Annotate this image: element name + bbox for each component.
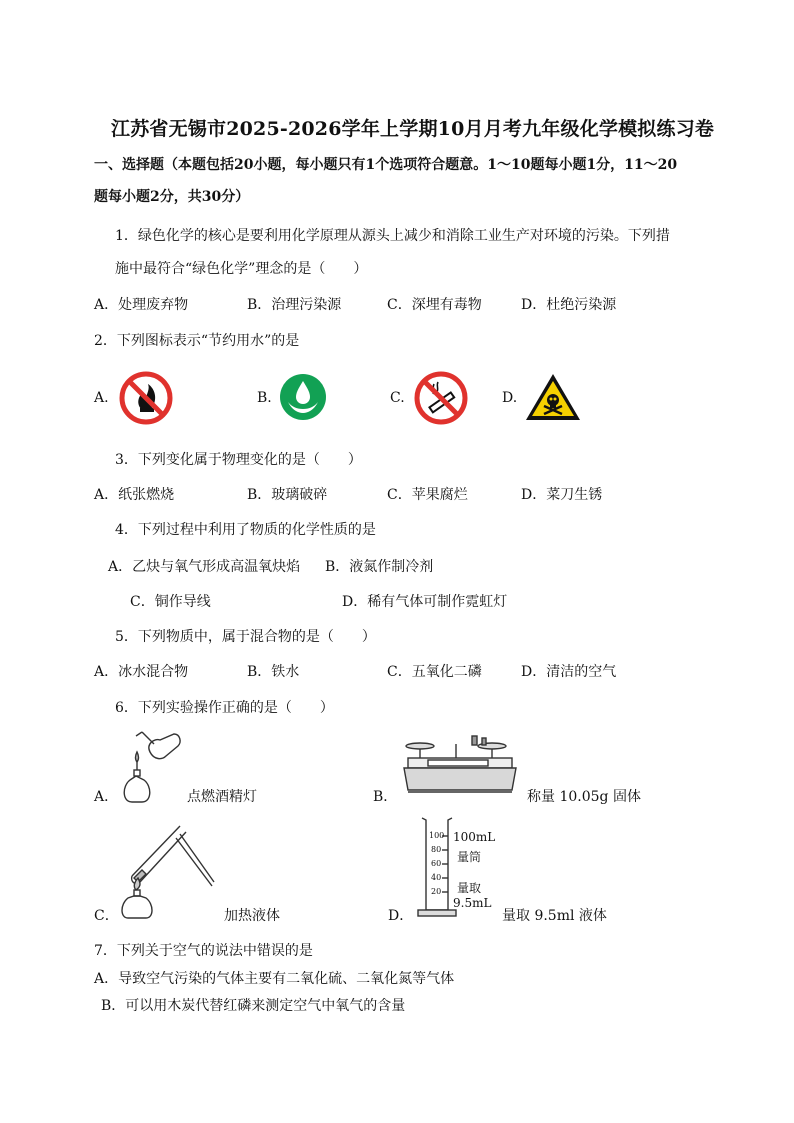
toxic-warning-icon — [524, 372, 582, 422]
section-heading-line2: 题每小题2分，共30分） — [94, 189, 250, 205]
no-fire-icon — [118, 370, 174, 426]
q5-option-b: B．铁水 — [247, 664, 300, 680]
q2-stem: 2．下列图标表示“节约用水”的是 — [94, 333, 300, 349]
q5-option-a: A．冰水混合物 — [94, 664, 189, 680]
q5-option-c: C．五氧化二磷 — [387, 664, 482, 680]
q1-stem-line1: 1．绿色化学的核心是要利用化学原理从源头上减少和消除工业生产对环境的污染。下列措 — [115, 228, 670, 244]
cylinder-measure-label: 量取 — [457, 881, 482, 895]
q1-option-d: D．杜绝污染源 — [521, 297, 617, 313]
q2-label-d: D. — [502, 390, 518, 406]
q4-option-c: C．铜作导线 — [130, 594, 211, 610]
q6-stem: 6．下列实验操作正确的是（ ） — [115, 700, 334, 716]
q1-stem-line2: 施中最符合“绿色化学”理念的是（ ） — [115, 261, 368, 277]
q7-stem: 7．下列关于空气的说法中错误的是 — [94, 943, 313, 959]
q6-caption-b: 称量 10.05g 固体 — [527, 789, 641, 805]
cylinder-tick-20: 20 — [431, 887, 442, 896]
q7-option-b: B．可以用木炭代替红磷来测定空气中氧气的含量 — [101, 998, 406, 1014]
water-saving-icon — [278, 372, 328, 422]
q6-caption-c: 加热液体 — [224, 908, 280, 924]
section-heading-line1: 一、选择题（本题包括20小题，每小题只有1个选项符合题意。1～10题每小题1分，11～20 — [94, 157, 678, 173]
no-smoking-icon — [413, 370, 469, 426]
page-title: 江苏省无锡市2025-2026学年上学期10月月考九年级化学模拟练习卷 — [111, 118, 715, 140]
q3-option-c: C．苹果腐烂 — [387, 487, 468, 503]
test-tube-heating-icon — [122, 818, 216, 922]
cylinder-capacity-label: 100mL — [453, 830, 496, 844]
alcohol-lamp-lighting-icon — [120, 730, 186, 806]
cylinder-tick-40: 40 — [431, 873, 442, 882]
q3-option-a: A．纸张燃烧 — [94, 487, 175, 503]
q3-stem: 3．下列变化属于物理变化的是（ ） — [115, 452, 362, 468]
q2-label-a: A. — [94, 390, 109, 406]
q4-option-b: B．液氮作制冷剂 — [325, 559, 434, 575]
q6-label-a: A． — [94, 789, 119, 805]
q1-option-a: A．处理废弃物 — [94, 297, 189, 313]
q4-option-d: D．稀有气体可制作霓虹灯 — [342, 594, 508, 610]
q4-stem: 4．下列过程中利用了物质的化学性质的是 — [115, 522, 376, 538]
q3-option-b: B．玻璃破碎 — [247, 487, 328, 503]
q1-option-c: C．深埋有毒物 — [387, 297, 482, 313]
q6-label-d: D． — [388, 908, 414, 924]
q5-stem: 5．下列物质中，属于混合物的是（ ） — [115, 629, 376, 645]
q5-option-d: D．清洁的空气 — [521, 664, 617, 680]
q6-label-c: C． — [94, 908, 119, 924]
cylinder-tick-60: 60 — [431, 859, 442, 868]
q3-option-d: D．菜刀生锈 — [521, 487, 603, 503]
q6-caption-d: 量取 9.5ml 液体 — [502, 908, 607, 924]
cylinder-name-label: 量筒 — [457, 850, 482, 864]
cylinder-tick-80: 80 — [431, 845, 442, 854]
q6-label-b: B． — [373, 789, 398, 805]
q7-option-a: A．导致空气污染的气体主要有二氧化硫、二氧化氮等气体 — [94, 971, 455, 987]
q6-caption-a: 点燃酒精灯 — [187, 789, 257, 805]
q2-label-b: B. — [257, 390, 272, 406]
q1-option-b: B．治理污染源 — [247, 297, 342, 313]
q2-label-c: C. — [390, 390, 405, 406]
cylinder-tick-100: 100 — [429, 831, 445, 840]
q4-option-a: A．乙炔与氧气形成高温氧炔焰 — [108, 559, 301, 575]
cylinder-volume-label: 9.5mL — [453, 896, 492, 910]
balance-scale-icon — [402, 734, 518, 798]
